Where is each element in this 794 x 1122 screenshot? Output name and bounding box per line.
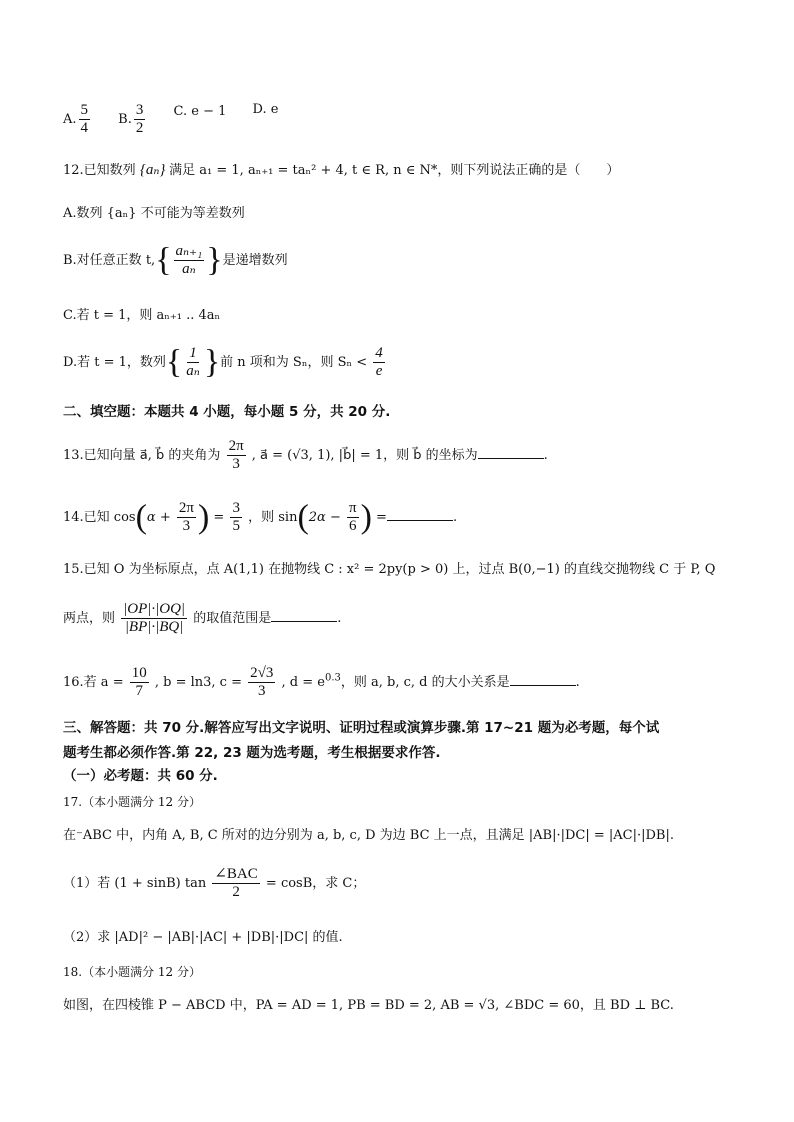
q11-option-a: A. $\frac{5}{4}$ [63,102,89,136]
q11-option-d: D. e [252,102,279,117]
q16-answer-blank[interactable] [510,671,576,686]
q11-options [63,102,300,137]
q13: 13.已知向量 a⃗, b⃗ 的夹角为 $\frac{2\pi}{3}$ , a⃗ = (√3, 1), |b⃗| = 1，则 b⃗ 的坐标为 . [63,438,548,472]
q17-stem: 在⁻ABC 中，内角 A, B, C 所对的边分别为 a, b, c, D 为边 BC 上一点，且满足 |AB|·|DC| = |AC|·|DB|. [63,828,674,843]
q11-option-b: B. $\frac{3}{2}$ [118,102,144,136]
q14: 14.已知 cos(α + $\frac{2\pi}{3}$ ) = $\frac{3}{5}$ ，则 sin(2α − $\frac{\pi}{6}$ ) = . [63,498,458,536]
q12-option-b: B.对任意正数 t,{ $\frac{\text{aₙ₊₁}}{\text{aₙ}}$ }是递增数列 [63,241,288,279]
q13-answer-blank[interactable] [478,444,544,459]
q17-part-1: （1）若 (1 + sinB) tan $\frac{\text{∠BAC}}{2}$ = cosB，求 C； [63,866,366,900]
q11-option-c: C. e − 1 [173,104,227,119]
section-2-heading: 二、填空题：本题共 4 小题，每小题 5 分，共 20 分. [63,404,391,420]
q12-option-d: D.若 t = 1，数列{ $\frac{1}{\text{aₙ}}$ }前 n 项和为 Sₙ，则 Sₙ < $\frac{4}{e}$ [63,343,383,381]
section-3-heading-line-2: 题考生都必须作答.第 22, 23 题为选考题，考生根据要求作答. [63,745,441,761]
q15-line-2: 两点，则 $\frac{|OP|\cdot|OQ|}{|BP|\cdot|BQ|}$ 的取值范围是 . [63,601,342,635]
q16: 16.若 a = $\frac{10}{7}$ , b = ln3, c = $\frac{2√3}{3}$ , $d = e^{0.3}$，则 a, b, c, d 的大小关系是 . [63,665,580,699]
q12-option-c: C.若 t = 1，则 aₙ₊₁ .. 4aₙ [63,308,221,323]
section-3-heading-line-1: 三、解答题：共 70 分.解答应写出文字说明、证明过程或演算步骤.第 17~21 题为必考题，每个试 [63,720,660,736]
q15-answer-blank[interactable] [271,607,337,622]
section-3-subheading: （一）必考题：共 60 分. [63,768,218,784]
q12-option-a: A.数列 {aₙ} 不可能为等差数列 [63,206,245,221]
q12-stem: 12.已知数列 {aₙ} 满足 a₁ = 1, aₙ₊₁ = taₙ² + 4, t ∈ R, n ∈ N*，则下列说法正确的是（ ） [63,162,620,178]
q17-part-2: （2）求 |AD|² − |AB|·|AC| + |DB|·|DC| 的值. [63,930,343,945]
q18-stem: 如图，在四棱锥 P − ABCD 中，PA = AD = 1, PB = BD = 2, AB = √3, ∠BDC = 60，且 BD ⊥ BC. [63,998,674,1013]
q14-answer-blank[interactable] [387,506,453,521]
q17-title: 17.（本小题满分 12 分） [63,795,201,809]
q15-line-1: 15.已知 O 为坐标原点，点 A(1,1) 在抛物线 C : x² = 2py(p > 0) 上，过点 B(0,−1) 的直线交抛物线 C 于 P, Q [63,562,716,577]
q18-title: 18.（本小题满分 12 分） [63,965,201,979]
